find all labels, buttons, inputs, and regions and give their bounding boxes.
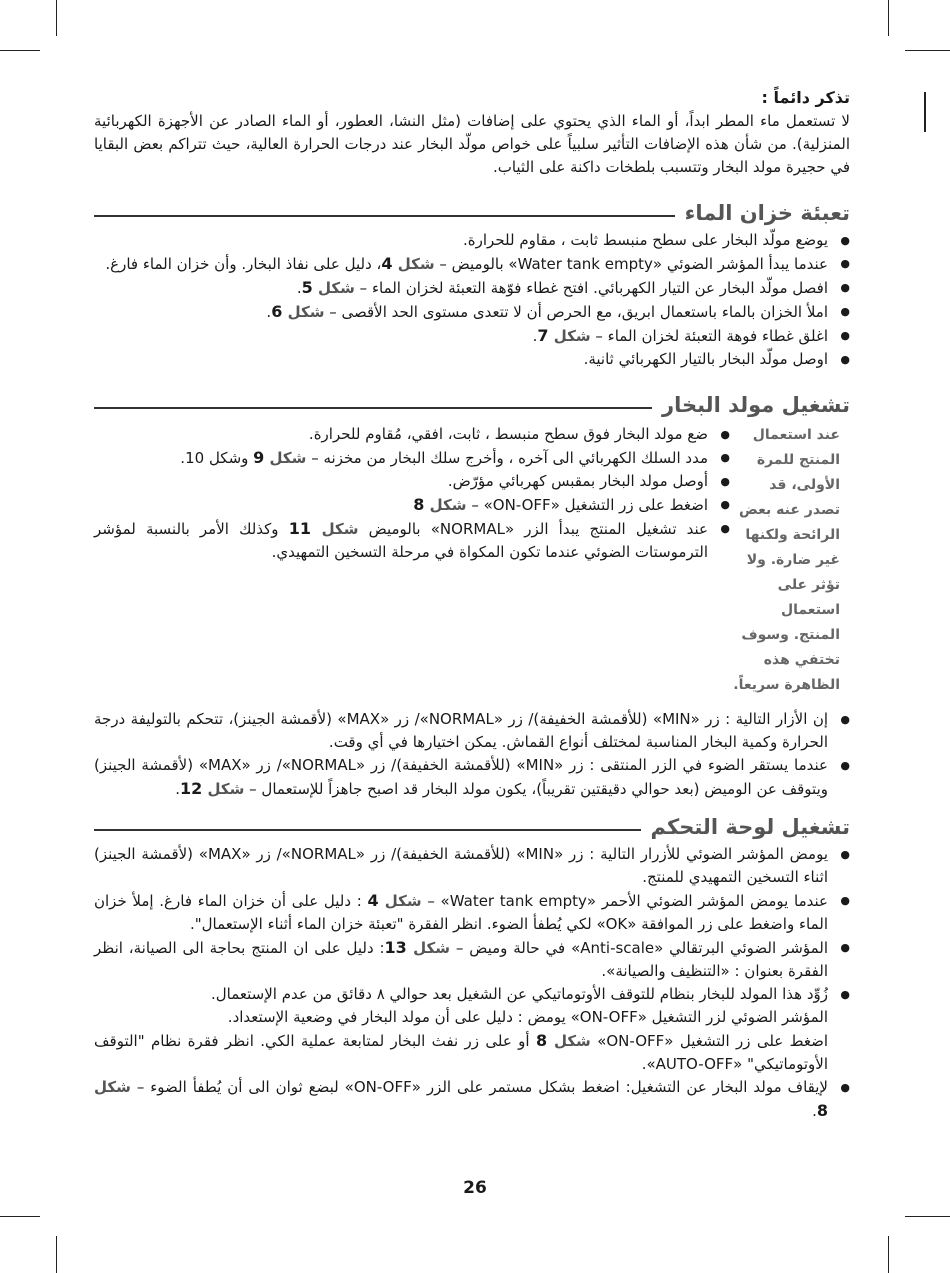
crop-mark [924,92,926,132]
list-item: ● عند تشغيل المنتج يبدأ الزر «NORMAL» بالوميض شكل 11 وكذلك الأمر بالنسبة لمؤشر الترموستات الضوئي عندما تكون المكواة في مرحلة التسخين التمهيدي. [94,517,730,564]
list-item: ● اوصل مولّد البخار بالتيار الكهربائي ثانية. [94,348,850,371]
list-item: ● مدد السلك الكهربائي الى آخره ، وأخرج سلك البخار من مخزنه – شكل 9 وشكل 10. [94,446,730,470]
section-title: تعبئة خزان الماء [684,201,850,225]
bullet-list [94,708,850,801]
note-title: تذكر دائماً : [761,88,850,107]
list-item: ● يوضع مولّد البخار على سطح منبسط ثابت ، مقاوم للحرارة. [94,229,850,252]
section-heading [94,815,850,839]
crop-mark [0,1216,40,1217]
section-heading [94,393,850,417]
crop-mark [888,1236,889,1273]
bullet-list [94,1076,850,1123]
section-title: تشغيل مولد البخار [662,393,850,417]
document-page [94,88,850,1123]
list-item: ● أوصل مولد البخار بمقبس كهربائي مؤرّض. [94,470,730,493]
bullet-list [94,423,730,564]
list-item: ● لإيقاف مولد البخار عن التشغيل: اضغط بشكل مستمر على الزر «ON-OFF» لبضع ثوان الى أن يُطفأ الضوء – شكل 8. [94,1076,850,1123]
list-item: ● ضع مولد البخار فوق سطح منبسط ، ثابت، افقي، مُقاوم للحرارة. [94,423,730,446]
list-item: ● اغلق غطاء فوهة التعبئة لخزان الماء – شكل 7. [94,324,850,348]
crop-mark [888,0,889,36]
list-item: ● افصل مولّد البخار عن التيار الكهربائي. افتح غطاء فوّهة التعبئة لخزان الماء – شكل 5. [94,276,850,300]
section-rule [94,829,641,831]
list-item: ● إن الأزار التالية : زر «MIN» (للأقمشة الخفيفة)/ زر «NORMAL»/ زر «MAX» (لأقمشة الجينز)، تتحكم بالتوليفة درجة الحرارة وكمية البخار المناسبة لمختلف أنواع القماش. يمكن اختيارها في أي وقت. [94,708,850,754]
bullet-list [94,229,850,371]
crop-mark [56,1236,57,1273]
section-rule [94,215,675,217]
crop-mark [56,0,57,36]
side-note: عند استعمال المنتج للمرة الأولى، قد تصدر عنه بعض الرائحة ولكنها غير ضارة. ولا تؤثر على استعمال المنتج. وسوف تختفي هذه الظاهرة سريعاً. [733,427,840,693]
section-rule [94,407,652,409]
main-column [94,423,730,698]
bullet-list [94,843,850,1006]
page-number: 26 [463,1178,487,1198]
note-block [94,88,850,179]
crop-mark [905,50,950,51]
list-item: ● زُوِّد هذا المولد للبخار بنظام للتوقف الأوتوماتيكي عن الشغيل بعد حوالي ٨ دقائق من عدم الإستعمال. [94,983,850,1006]
crop-mark [905,1216,950,1217]
list-item: ● يومض المؤشر الضوئي للأزرار التالية : زر «MIN» (للأقمشة الخفيفة)/ زر «NORMAL»/ زر «MAX» (لأقمشة الجينز) اثناء التسخين التمهيدي للمنتج. [94,843,850,889]
list-item: ● املأ الخزان بالماء باستعمال ابريق، مع الحرص أن لا تتعدى مستوى الحد الأقصى – شكل 6. [94,300,850,324]
paragraph: المؤشر الضوئي لزر التشغيل «ON-OFF» يومض : دليل على أن مولد البخار في وضعية الإستعداد. [227,1008,828,1026]
section-title: تشغيل لوحة التحكم [650,815,850,839]
list-item: ● عندما يبدأ المؤشر الضوئي «Water tank empty» بالوميض – شكل 4، دليل على نفاذ البخار. وأن خزان الماء فارغ. [94,252,850,276]
paragraph: اضغط على زر التشغيل «ON-OFF» شكل 8 أو على زر نفث البخار لمتابعة عملية الكي. انظر فقرة نظام "التوقف الأوتوماتيكي" «AUTO-OFF». [94,1031,828,1073]
list-item: ● اضغط على زر التشغيل «ON-OFF» – شكل 8 [94,493,730,517]
list-item: ● المؤشر الضوئي البرتقالي «Anti-scale» في حالة وميض – شكل 13: دليل على ان المنتج بحاجة الى الصيانة، انظر الفقرة بعنوان : «التنظيف والصيانة». [94,936,850,983]
list-item: ● عندما يستقر الضوء في الزر المنتقى : زر «MIN» (للأقمشة الخفيفة)/ زر «NORMAL»/ زر «MAX» (لأقمشة الجينز) ويتوقف عن الوميض (بعد حوالي دقيقتين تقريباً)، يكون مولد البخار قد اصبح جاهزاً للإستعمال – شكل 12. [94,754,850,801]
section-heading [94,201,850,225]
two-column-block [94,423,850,698]
note-text: لا تستعمل ماء المطر ابداً، أو الماء الذي يحتوي على إضافات (مثل النشا، العطور، أو الماء الصادر عن الأجهزة الكهربائية المنزلية). من شأن هذه الإضافات التأثير سلبياً على خواص مولّد البخار عند درجات الحرارة العالية، حيث تتراكم بعض البقايا في حجيرة مولد البخار وتتسبب بلطخات داكنة على الثياب. [94,112,850,176]
crop-mark [0,50,40,51]
list-item: ● عندما يومض المؤشر الضوئي الأحمر «Water tank empty» – شكل 4 : دليل على أن خزان الماء فارغ. إملأ خزان الماء واضغط على زر الموافقة «OK» لكي يُطفأ الضوء. انظر الفقرة "تعبئة خزان الماء أثناء الإستعمال". [94,889,850,936]
